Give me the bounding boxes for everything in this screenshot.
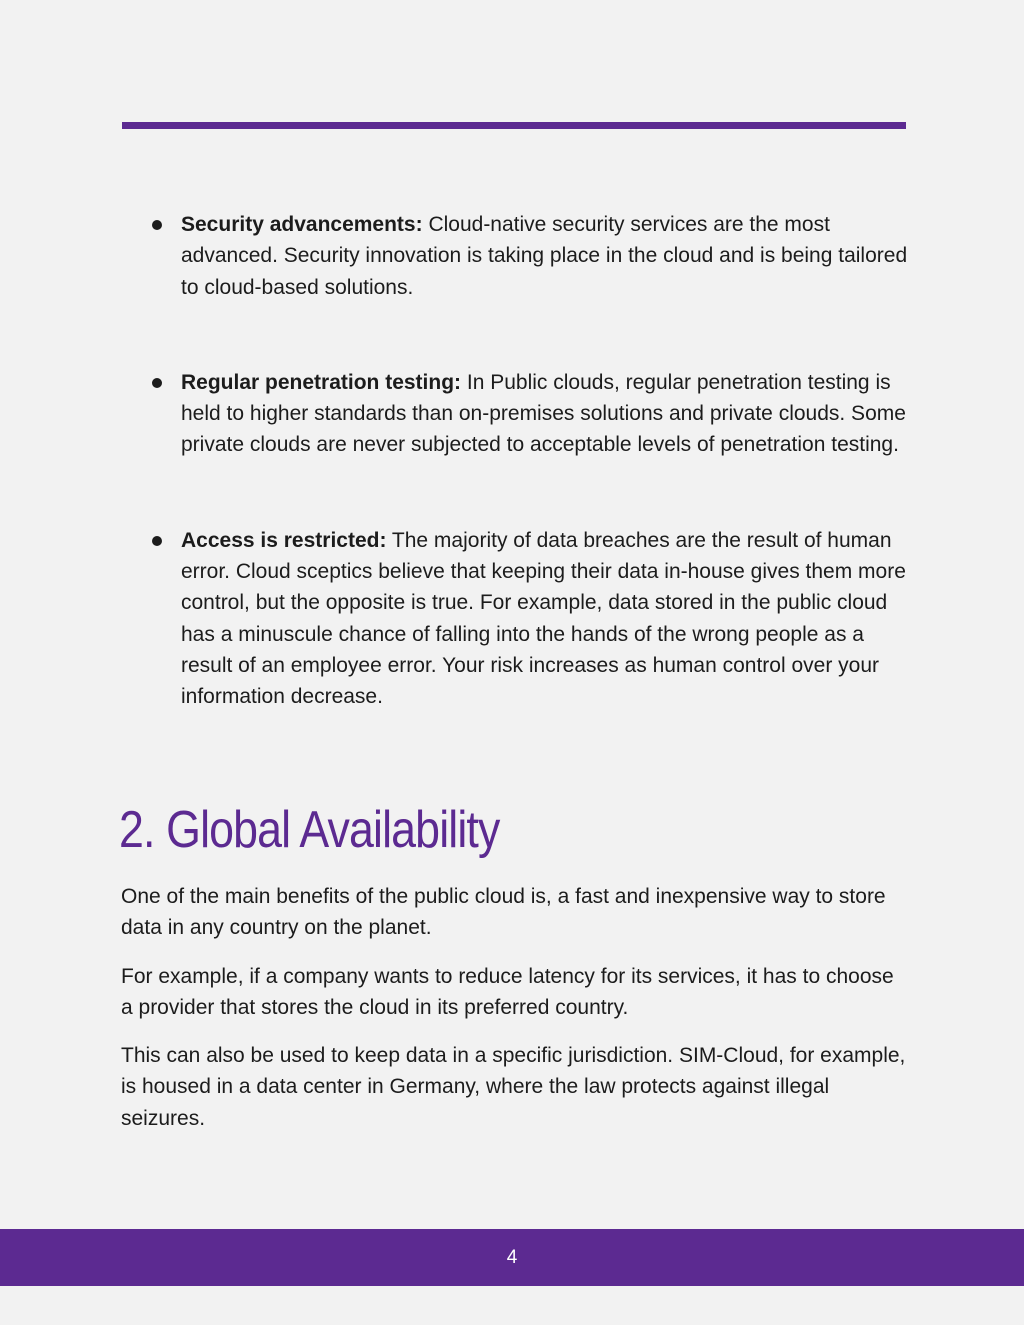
footer-bar [0,1229,1024,1286]
bullet-text: Cloud-native security services are the most advanced. Security innovation is taking place in the cloud and is being tailored to cloud-based solutions. [181,213,908,299]
bullet-text: The majority of data breaches are the result of human error. Cloud sceptics believe that keeping their data in-house gives them more control, but the opposite is true. For example, data stored in the public cloud has a minuscule chance of falling into the hands of the wrong people as a result of an employee error. Your risk increases as human control over your information decrease. [181,528,906,709]
bullet-text: In Public clouds, regular penetration testing is held to higher standards than on-premises solutions and private clouds. Some private clouds are never subjected to acceptable levels of penetration testing. [181,370,906,457]
bullet-dot-icon [152,378,162,388]
bullet-item-penetration-testing [150,367,910,461]
bullet-item-security-advancements [150,209,910,303]
bullet-dot-icon [152,536,162,546]
bullet-term: Regular penetration testing: [181,370,462,394]
body-paragraph: This can also be used to keep data in a specific jurisdiction. SIM-Cloud, for example, is housed in a data center in Germany, where the law protects against illegal seizures. [121,1044,906,1130]
body-paragraph: For example, if a company wants to reduce latency for its services, it has to choose a provider that stores the cloud in its preferred country. [121,964,894,1019]
bullet-dot-icon [152,220,162,230]
bullet-term: Access is restricted: [181,528,387,552]
body-paragraph: One of the main benefits of the public cloud is, a fast and inexpensive way to store data in any country on the planet. [121,885,886,940]
section-body [121,881,911,1151]
page-number: 4 [506,1247,518,1268]
section-title: 2. Global Availability [119,801,500,859]
bullet-item-access-restricted [150,525,910,713]
header-divider [122,122,906,129]
bullet-term: Security advancements: [181,213,423,236]
benefits-bullet-list [150,209,910,713]
